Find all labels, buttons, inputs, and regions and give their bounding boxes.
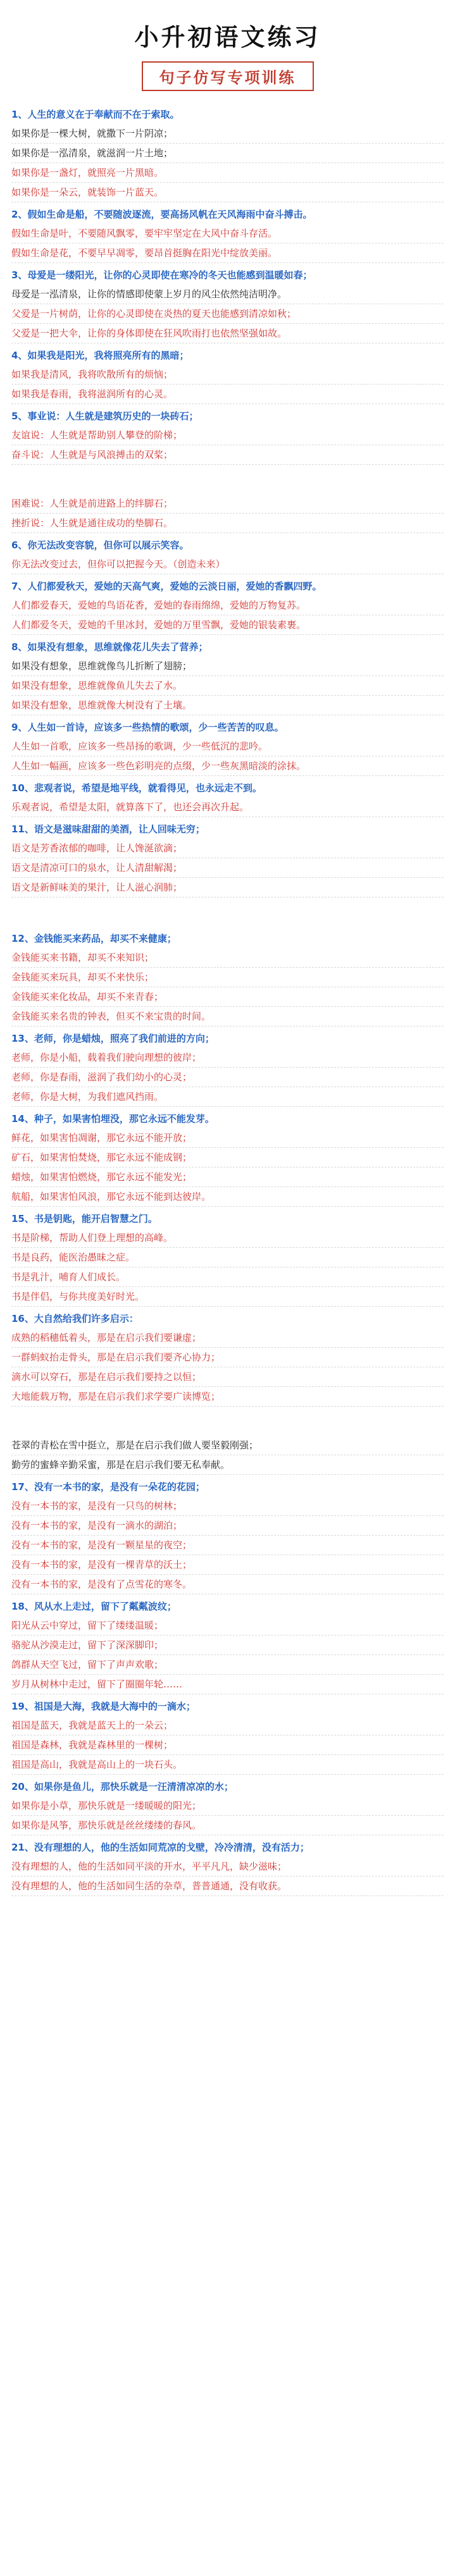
exercise-item xyxy=(11,346,444,404)
exercise-item xyxy=(11,1777,444,1835)
answer-line: 没有一本书的家，是没有一只鸟的树林； xyxy=(11,1496,444,1516)
answer-line: 假如生命是花，不要早早凋零，要昂首挺胸在阳光中绽放美丽。 xyxy=(11,243,444,263)
exercise-item xyxy=(11,1697,444,1775)
exercise-question: 6、你无法改变容貌，但你可以展示笑容。 xyxy=(11,539,189,551)
page-title: 小升初语文练习 xyxy=(134,23,321,51)
answer-line: 如果你是风筝，那快乐就是丝丝缕缕的春风。 xyxy=(11,1816,444,1835)
example-line: 如果没有想象，思维就像鸟儿折断了翅膀； xyxy=(11,656,444,676)
exercise-question: 13、老师，你是蜡烛，照亮了我们前进的方向； xyxy=(11,1033,215,1044)
answer-line: 金钱能买来玩具，却买不来快乐； xyxy=(11,968,444,987)
subtitle-wrapper xyxy=(11,61,444,91)
answer-line: 如果没有想象，思维就像鱼儿失去了水。 xyxy=(11,676,444,696)
exercise-question: 16、大自然给我们许多启示： xyxy=(11,1313,139,1324)
answer-line: 大地能载万物，那是在启示我们求学要广读博览； xyxy=(11,1387,444,1407)
exercise-question: 2、假如生命是船，不要随波逐流，要高扬风帆在天风海雨中奋斗搏击。 xyxy=(11,209,313,220)
answer-line: 你无法改变过去，但你可以把握今天。（创造未来） xyxy=(11,555,444,574)
exercise-question: 15、书是钥匙，能开启智慧之门。 xyxy=(11,1213,158,1224)
answer-line: 没有一本书的家，是没有一棵青草的沃土； xyxy=(11,1555,444,1575)
exercise-question: 4、如果我是阳光，我将照亮所有的黑暗； xyxy=(11,350,189,361)
example-line: 如果你是一泓清泉，就滋润一片土地； xyxy=(11,144,444,163)
answer-line: 鲜花，如果害怕凋谢，那它永远不能开放； xyxy=(11,1128,444,1148)
exercise-question: 12、金钱能买来药品，却买不来健康； xyxy=(11,933,177,944)
answer-line: 如果你是小草，那快乐就是一缕暖暖的阳光； xyxy=(11,1796,444,1816)
answer-line: 祖国是高山，我就是高山上的一块石头。 xyxy=(11,1755,444,1775)
exercise-list xyxy=(11,105,444,1896)
answer-line: 岁月从树林中走过，留下了圈圈年轮…… xyxy=(11,1675,444,1694)
answer-line: 金钱能买来书籍，却买不来知识； xyxy=(11,948,444,968)
answer-line: 书是良药，能医治愚昧之症。 xyxy=(11,1248,444,1267)
answer-line: 如果我是春雨，我将滋润所有的心灵。 xyxy=(11,385,444,404)
blank-space xyxy=(11,897,444,927)
exercise-question: 10、悲观者说，希望是地平线，就看得见，也永远走不到。 xyxy=(11,782,262,794)
exercise-item xyxy=(11,536,444,574)
exercise-question: 11、语文是滋味甜甜的美酒，让人回味无穷； xyxy=(11,823,205,835)
answer-line: 乐观者说，希望是太阳，就算落下了，也还会再次升起。 xyxy=(11,798,444,817)
exercise-item xyxy=(11,638,444,715)
answer-line: 滴水可以穿石，那是在启示我们要持之以恒； xyxy=(11,1367,444,1387)
answer-line: 没有理想的人，他的生活如同生活的杂草，普普通通，没有收获。 xyxy=(11,1877,444,1896)
answer-line: 如果我是清风，我将吹散所有的烦恼； xyxy=(11,365,444,385)
answer-line: 人们都爱春天，爱她的鸟语花香，爱她的春雨绵绵，爱她的万物复苏。 xyxy=(11,596,444,615)
answer-line: 书是乳汁，哺育人们成长。 xyxy=(11,1267,444,1287)
answer-line: 蜡烛，如果害怕燃烧，那它永远不能发光； xyxy=(11,1168,444,1187)
exercise-item xyxy=(11,1029,444,1107)
exercise-question: 20、如果你是鱼儿，那快乐就是一汪清清凉凉的水； xyxy=(11,1781,234,1792)
exercise-question: 1、人生的意义在于奉献而不在于索取。 xyxy=(11,109,180,120)
answer-line: 挫折说：人生就是通往成功的垫脚石。 xyxy=(11,514,444,533)
exercise-item xyxy=(11,820,444,927)
answer-line: 困难说：人生就是前进路上的绊脚石； xyxy=(11,494,444,514)
answer-line: 父爱是一片树荫，让你的心灵即使在炎热的夏天也能感到清凉如秋； xyxy=(11,304,444,324)
exercise-item xyxy=(11,1309,444,1475)
example-line: 母爱是一泓清泉，让你的情感即使蒙上岁月的风尘依然纯洁明净。 xyxy=(11,285,444,304)
exercise-item xyxy=(11,1477,444,1594)
exercise-item xyxy=(11,1209,444,1307)
answer-line: 如果没有想象，思维就像大树没有了土壤。 xyxy=(11,696,444,715)
answer-line: 成熟的稻穗低着头，那是在启示我们要谦虚； xyxy=(11,1328,444,1348)
exercise-question: 8、如果没有想象，思维就像花儿失去了营养； xyxy=(11,641,208,653)
exercise-item xyxy=(11,1109,444,1207)
answer-line: 没有一本书的家，是没有一滴水的湖泊； xyxy=(11,1516,444,1536)
answer-line: 老师，你是小船，载着我们驶向理想的彼岸； xyxy=(11,1048,444,1068)
exercise-question: 14、种子，如果害怕埋没，那它永远不能发芽。 xyxy=(11,1113,215,1125)
answer-line: 金钱能买来名贵的钟表，但买不来宝贵的时间。 xyxy=(11,1007,444,1026)
answer-line: 鸽群从天空飞过，留下了声声欢歌； xyxy=(11,1655,444,1675)
exercise-item xyxy=(11,929,444,1026)
answer-line: 奋斗说：人生就是与风浪搏击的双桨； xyxy=(11,445,444,465)
answer-line: 书是阶梯，帮助人们登上理想的高峰。 xyxy=(11,1228,444,1248)
page-subtitle: 句子仿写专项训练 xyxy=(142,61,314,91)
exercise-question: 5、事业说：人生就是建筑历史的一块砖石； xyxy=(11,410,199,422)
answer-line: 父爱是一把大伞，让你的身体即使在狂风吹雨打也依然坚强如故。 xyxy=(11,324,444,343)
exercise-item xyxy=(11,105,444,202)
exercise-item xyxy=(11,718,444,776)
exercise-item xyxy=(11,205,444,263)
answer-line: 没有一本书的家，是没有了点雪花的寒冬。 xyxy=(11,1575,444,1594)
exercise-item xyxy=(11,266,444,343)
answer-line: 金钱能买来化妆品，却买不来青春； xyxy=(11,987,444,1007)
exercise-item xyxy=(11,1597,444,1694)
exercise-question: 17、没有一本书的家，是没有一朵花的花园； xyxy=(11,1481,205,1493)
answer-line: 没有理想的人，他的生活如同平淡的开水，平平凡凡，缺少滋味； xyxy=(11,1857,444,1877)
example-line: 如果你是一棵大树，就撒下一片阴凉； xyxy=(11,124,444,144)
blank-space xyxy=(11,1407,444,1436)
example-line: 苍翠的青松在雪中挺立，那是在启示我们做人要坚毅刚强； xyxy=(11,1436,444,1455)
exercise-question: 21、没有理想的人，他的生活如同荒凉的戈壁，冷冷清清，没有活力； xyxy=(11,1842,309,1853)
exercise-question: 19、祖国是大海，我就是大海中的一滴水； xyxy=(11,1701,196,1712)
exercise-question: 9、人生如一首诗，应该多一些热情的歌颂，少一些苦苦的叹息。 xyxy=(11,722,284,733)
exercise-item xyxy=(11,1838,444,1896)
answer-line: 书是伴侣，与你共度美好时光。 xyxy=(11,1287,444,1307)
answer-line: 骆驼从沙漠走过，留下了深深脚印； xyxy=(11,1636,444,1655)
exercise-question: 18、风从水上走过，留下了粼粼波纹； xyxy=(11,1601,177,1612)
answer-line: 航船，如果害怕风浪，那它永远不能到达彼岸。 xyxy=(11,1187,444,1207)
answer-line: 语文是芳香浓郁的咖啡，让人馋涎欲滴； xyxy=(11,839,444,858)
blank-space xyxy=(11,465,444,494)
exercise-item xyxy=(11,779,444,817)
answer-line: 老师，你是大树，为我们遮风挡雨。 xyxy=(11,1087,444,1107)
answer-line: 祖国是森林，我就是森林里的一棵树； xyxy=(11,1735,444,1755)
answer-line: 如果你是一朵云，就装饰一片蓝天。 xyxy=(11,183,444,202)
example-line: 勤劳的蜜蜂辛勤采蜜，那是在启示我们要无私奉献。 xyxy=(11,1455,444,1475)
exercise-question: 3、母爱是一缕阳光，让你的心灵即使在寒冷的冬天也能感到温暖如春； xyxy=(11,269,313,281)
answer-line: 人们都爱冬天，爱她的千里冰封，爱她的万里雪飘，爱她的银装素裹。 xyxy=(11,615,444,635)
answer-line: 语文是新鲜味美的果汁，让人滋心润肺； xyxy=(11,878,444,897)
answer-line: 阳光从云中穿过，留下了缕缕温暖； xyxy=(11,1616,444,1636)
answer-line: 语文是清凉可口的泉水，让人清甜解渴； xyxy=(11,858,444,878)
exercise-item xyxy=(11,407,444,533)
answer-line: 矿石，如果害怕焚烧，那它永远不能成钢； xyxy=(11,1148,444,1168)
answer-line: 老师，你是春雨，滋润了我们幼小的心灵； xyxy=(11,1068,444,1087)
answer-line: 人生如一幅画，应该多一些色彩明亮的点缀，少一些灰黑暗淡的涂抹。 xyxy=(11,756,444,776)
answer-line: 没有一本书的家，是没有一颗星星的夜空； xyxy=(11,1536,444,1555)
answer-line: 祖国是蓝天，我就是蓝天上的一朵云； xyxy=(11,1716,444,1735)
answer-line: 人生如一首歌，应该多一些昂扬的歌调，少一些低沉的悲吟。 xyxy=(11,737,444,756)
answer-line: 假如生命是叶，不要随风飘零，要牢牢坚定在大风中奋斗存活。 xyxy=(11,224,444,243)
answer-line: 如果你是一盏灯，就照亮一片黑暗。 xyxy=(11,163,444,183)
exercise-question: 7、人们都爱秋天，爱她的天高气爽，爱她的云淡日丽，爱她的香飘四野。 xyxy=(11,581,322,592)
answer-line: 一群蚂蚁抬走骨头，那是在启示我们要齐心协力； xyxy=(11,1348,444,1367)
exercise-item xyxy=(11,577,444,635)
answer-line: 友谊说：人生就是帮助别人攀登的阶梯； xyxy=(11,426,444,445)
